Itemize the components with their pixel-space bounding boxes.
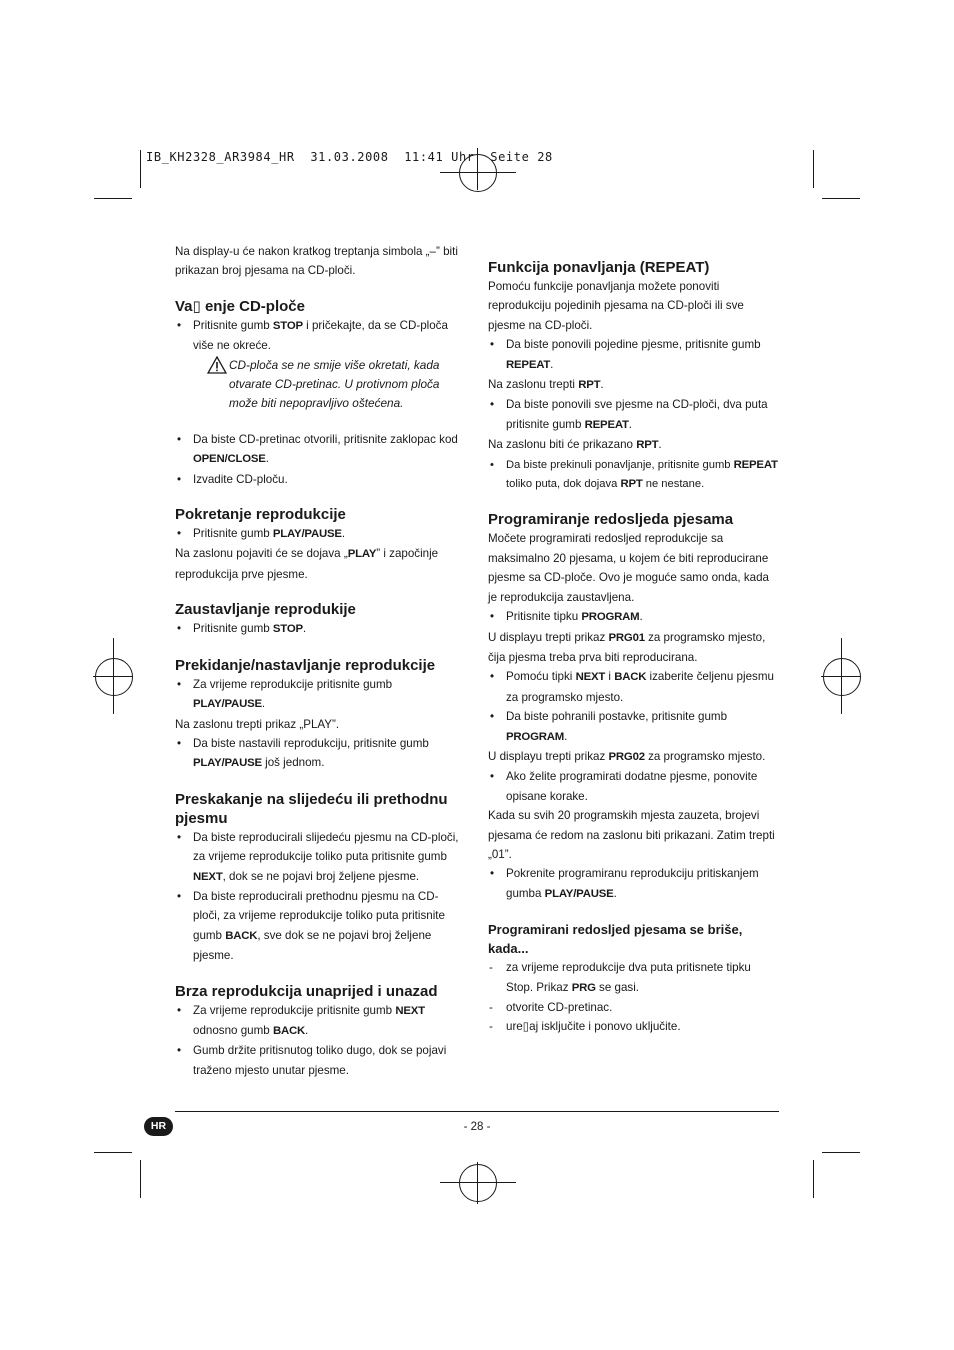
start-playback-list: [175, 524, 465, 544]
list-item: • Ako želite programirati dodatne pjesme, ponovite opisane korake.: [488, 767, 780, 806]
paragraph: Na zaslonu pojaviti će se dojava „PLAY” i započinje reprodukcija prve pjesme.: [175, 547, 439, 581]
right-column: [488, 258, 780, 1037]
list-item: • Pomoću tipki NEXT i BACK izaberite čeljenu pjesmu za programsko mjesto.: [488, 667, 780, 707]
print-header: IB_KH2328_AR3984_HR 31.03.2008 11:41 Uhr Seite 28: [146, 150, 553, 164]
list-item: - za vrijeme reprodukcije dva puta pritisnete tipku Stop. Prikaz PRG se gasi.: [488, 958, 780, 998]
heading-stop-playback: Zaustavljanje reprodukije: [175, 601, 356, 619]
list-item: • Da biste CD-pretinac otvorili, pritisnite zaklopac kod OPEN/CLOSE.: [175, 430, 465, 470]
list-item: • Gumb držite pritisnutog toliko dugo, dok se pojavi traženo mjesto unutar pjesme.: [175, 1041, 465, 1080]
heading-program-cleared: Programirani redosljed pjesama se briše, kada...: [488, 922, 743, 957]
programming-list-3: [488, 767, 780, 806]
paragraph: Na zaslonu trepti RPT.: [488, 378, 604, 392]
programming-list-4: [488, 864, 780, 904]
list-item: • Da biste reproducirali slijedeću pjesmu na CD-ploči, za vrijeme reprodukcije toliko puta pritisnite gumb NEXT, dok se ne pojavi broj željene pjesme.: [175, 828, 465, 887]
left-column: [175, 242, 465, 1080]
paragraph: U displayu trepti prikaz PRG02 za programsko mjesto.: [488, 749, 766, 763]
pause-resume-list-2: [175, 734, 465, 774]
paragraph: Na zaslonu biti će prikazano RPT.: [488, 438, 662, 452]
list-item: • Pokrenite programiranu reprodukciju pritiskanjem gumba PLAY/PAUSE.: [488, 864, 780, 904]
list-item: • Da biste nastavili reprodukciju, pritisnite gumb PLAY/PAUSE još jednom.: [175, 734, 465, 774]
cd-removal-list-2: [175, 430, 465, 489]
list-item: • Pritisnite tipku PROGRAM.: [488, 607, 780, 627]
program-cleared-list: [488, 958, 780, 1037]
repeat-list-3: [488, 456, 780, 495]
warning-note: CD-ploča se ne smije više okretati, kada otvarate CD-pretinac. U protivnom ploča može biti nepopravljivo oštećena.: [175, 356, 465, 414]
heading-programming: Programiranje redosljeda pjesama: [488, 511, 734, 529]
fast-forward-list: [175, 1001, 465, 1081]
list-item: • Pritisnite gumb STOP i pričekajte, da se CD-ploča više ne okreće.: [175, 316, 465, 356]
programming-list: [488, 607, 780, 627]
heading-start-playback: Pokretanje reprodukcije: [175, 506, 346, 524]
stop-playback-list: [175, 619, 465, 639]
list-item: • Za vrijeme reprodukcije pritisnite gumb NEXT odnosno gumb BACK.: [175, 1001, 465, 1042]
heading-repeat: Funkcija ponavljanja (REPEAT): [488, 259, 710, 276]
warning-icon: [207, 356, 227, 374]
footer-rule: [175, 1111, 779, 1112]
intro-text: Na display-u će nakon kratkog treptanja simbola „–” biti prikazan broj pjesama na CD-ploči.: [175, 245, 458, 278]
list-item: • Za vrijeme reprodukcije pritisnite gumb PLAY/PAUSE.: [175, 675, 465, 715]
skip-track-list: [175, 828, 465, 966]
paragraph: Močete programirati redosljed reprodukcije sa maksimalno 20 pjesama, u kojem će biti reproducirane pjesme sa CD-ploče. Ovo je moguće samo onda, kada je reprodukcija zaustavljena.: [488, 532, 769, 604]
programming-list-2: [488, 667, 780, 747]
list-item: • Da biste prekinuli ponavljanje, pritisnite gumb REPEAT toliko puta, dok dojava RPT ne nestane.: [488, 456, 780, 495]
list-item: • Da biste pohranili postavke, pritisnite gumb PROGRAM.: [488, 707, 780, 747]
heading-pause-resume: Prekidanje/nastavljanje reprodukcije: [175, 656, 436, 674]
cd-removal-list: [175, 316, 465, 356]
language-badge: HR: [144, 1117, 173, 1136]
list-item: • Da biste ponovili sve pjesme na CD-ploči, dva puta pritisnite gumb REPEAT.: [488, 395, 780, 435]
heading-skip-track: Preskakanje na slijedeću ili prethodnu pjesmu: [175, 790, 448, 827]
paragraph: Na zaslonu trepti prikaz „PLAY”.: [175, 717, 340, 731]
paragraph: U displayu trepti prikaz PRG01 za programsko mjesto, čija pjesma treba prva biti reproducirana.: [488, 630, 766, 664]
list-item: - otvorite CD-pretinac.: [488, 998, 780, 1017]
repeat-list-2: [488, 395, 780, 435]
list-item: • Pritisnite gumb PLAY/PAUSE.: [175, 524, 465, 544]
page-number: - 28 -: [463, 1121, 491, 1133]
pause-resume-list: [175, 675, 465, 715]
list-item: • Izvadite CD-ploču.: [175, 470, 465, 489]
list-item: • Pritisnite gumb STOP.: [175, 619, 465, 639]
list-item: - ure▯aj isključite i ponovo uključite.: [488, 1017, 780, 1036]
list-item: • Da biste ponovili pojedine pjesme, pritisnite gumb REPEAT.: [488, 335, 780, 375]
heading-cd-removal: Va▯ enje CD-ploče: [175, 297, 305, 315]
repeat-list: [488, 335, 780, 375]
list-item: • Da biste reproducirali prethodnu pjesmu na CD-ploči, za vrijeme reprodukcije toliko puta pritisnite gumb BACK, sve dok se ne pojavi broj željene pjesme.: [175, 887, 465, 966]
paragraph: Kada su svih 20 programskih mjesta zauzeta, brojevi pjesama će redom na zaslonu biti prikazani. Zatim trepti „01”.: [488, 809, 775, 861]
paragraph: Pomoću funkcije ponavljanja možete ponoviti reprodukciju pojedinih pjesama na CD-ploči ili sve pjesme na CD-ploči.: [488, 280, 744, 332]
heading-fast-forward-rewind: Brza reprodukcija unaprijed i unazad: [175, 982, 438, 1000]
